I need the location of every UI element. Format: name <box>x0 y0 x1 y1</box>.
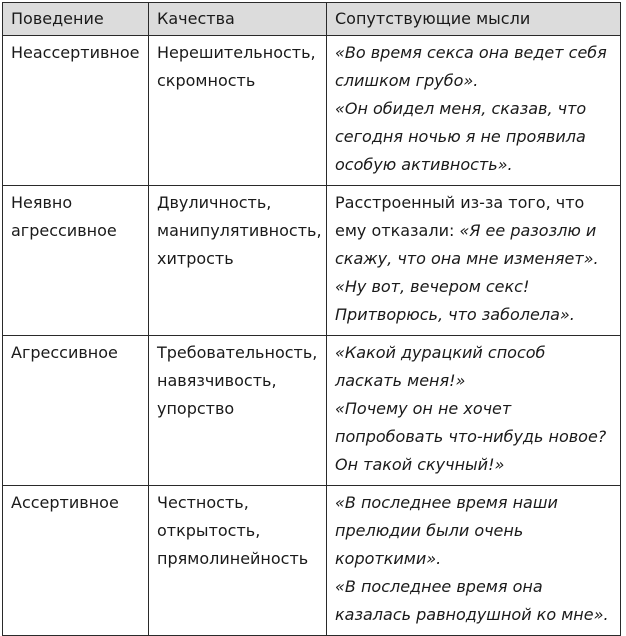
thought-line <box>335 395 614 479</box>
thought-line <box>335 189 614 273</box>
thought-line <box>335 95 614 179</box>
thoughts-cell <box>327 336 621 486</box>
thought-line <box>335 39 614 95</box>
behavior-cell: Ассертивное <box>3 486 149 636</box>
header-thoughts: Сопутствующие мысли <box>327 3 621 36</box>
thought-quote: «Во время секса она ведет себя слишком грубо». <box>335 43 607 90</box>
thought-quote: «Я ее разозлю и скажу, что она мне изменяет». <box>335 221 599 268</box>
thought-line <box>335 273 614 329</box>
thought-quote: «Ну вот, вечером секс! Притворюсь, что заболела». <box>335 277 575 324</box>
table-row <box>3 186 621 336</box>
thoughts-cell <box>327 486 621 636</box>
table-row <box>3 336 621 486</box>
table-header-row <box>3 3 621 36</box>
header-behavior: Поведение <box>3 3 149 36</box>
thought-quote: «Какой дурацкий способ ласкать меня!» <box>335 343 546 390</box>
table-row <box>3 36 621 186</box>
behavior-cell: Агрессивное <box>3 336 149 486</box>
thought-quote: «В последнее время она казалась равнодушной ко мне». <box>335 577 609 624</box>
thought-line <box>335 573 614 629</box>
header-qualities: Качества <box>149 3 327 36</box>
thought-quote: «В последнее время наши прелюдии были очень короткими». <box>335 493 558 568</box>
behavior-table <box>2 2 621 636</box>
thought-line <box>335 489 614 573</box>
behavior-cell: Неассертивное <box>3 36 149 186</box>
thought-line <box>335 339 614 395</box>
thought-prefix: Расстроенный из-за того, что ему отказали: <box>335 193 585 240</box>
qualities-cell: Двуличность, манипулятивность, хитрость <box>149 186 327 336</box>
table-row <box>3 486 621 636</box>
behavior-cell: Неявно агрессивное <box>3 186 149 336</box>
qualities-cell: Требовательность, навязчивость, упорство <box>149 336 327 486</box>
thoughts-cell <box>327 36 621 186</box>
thought-quote: «Он обидел меня, сказав, что сегодня ночью я не проявила особую активность». <box>335 99 587 174</box>
qualities-cell: Честность, открытость, прямолинейность <box>149 486 327 636</box>
thoughts-cell <box>327 186 621 336</box>
thought-quote: «Почему он не хочет попробовать что-нибудь новое? Он такой скучный!» <box>335 399 607 474</box>
qualities-cell: Нерешительность, скромность <box>149 36 327 186</box>
